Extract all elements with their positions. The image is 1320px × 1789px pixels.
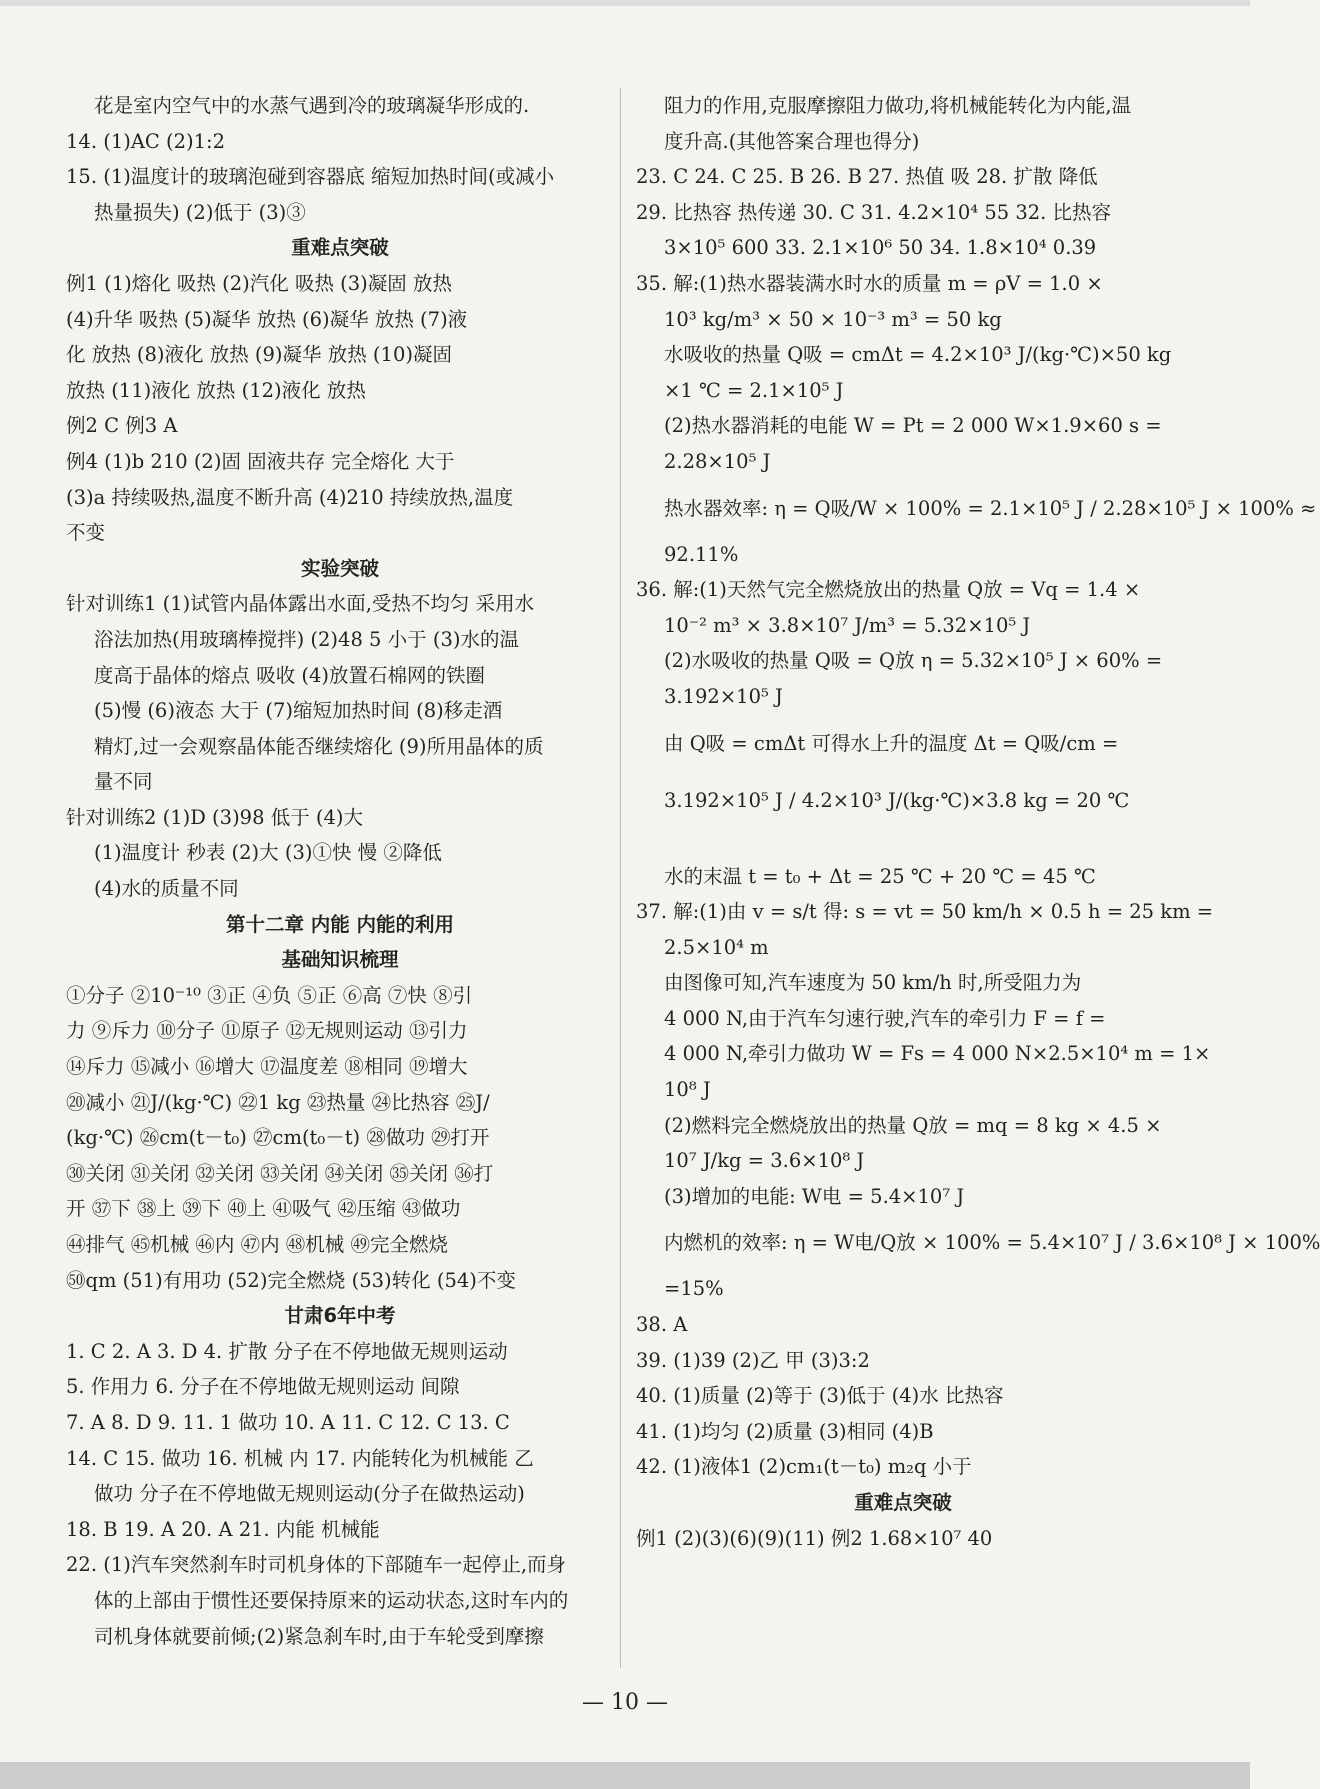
column-divider <box>620 88 621 1668</box>
text-line: 10⁸ J <box>664 1078 711 1102</box>
text-line: 4 000 N,牵引力做功 W = Fs = 4 000 N×2.5×10⁴ m = 1× <box>664 1042 1211 1066</box>
text-line: (1)温度计 秒表 (2)大 (3)①快 慢 ②降低 <box>94 841 442 865</box>
section-heading: 实验突破 <box>300 556 379 580</box>
page-number: — 10 — <box>582 1690 668 1715</box>
text-line: 5. 作用力 6. 分子在不停地做无规则运动 间隙 <box>66 1375 460 1399</box>
text-line: 度高于晶体的熔点 吸收 (4)放置石棉网的铁圈 <box>94 663 486 687</box>
text-line: 39. (1)39 (2)乙 甲 (3)3:2 <box>636 1348 870 1372</box>
text-line: 热水器效率: η = Q吸/W × 100% = 2.1×10⁵ J / 2.28×10⁵ J × 100% ≈ <box>664 496 1317 520</box>
section-heading: 第十二章 内能 内能的利用 <box>225 912 455 936</box>
text-line: 7. A 8. D 9. 11. 1 做功 10. A 11. C 12. C 13. C <box>66 1410 510 1434</box>
section-heading: 基础知识梳理 <box>281 948 399 972</box>
text-line: 由图像可知,汽车速度为 50 km/h 时,所受阻力为 <box>664 971 1082 995</box>
text-line: 14. (1)AC (2)1:2 <box>66 129 226 153</box>
right-column <box>636 88 1320 1556</box>
text-line: 18. B 19. A 20. A 21. 内能 机械能 <box>66 1517 380 1541</box>
text-line: (kg·℃) ㉖cm(t－t₀) ㉗cm(t₀－t) ㉘做功 ㉙打开 <box>66 1126 490 1150</box>
text-line: 36. 解:(1)天然气完全燃烧放出的热量 Q放 = Vq = 1.4 × <box>636 578 1141 602</box>
text-line: 14. C 15. 做功 16. 机械 内 17. 内能转化为机械能 乙 <box>66 1446 534 1470</box>
text-line: ㉚关闭 ㉛关闭 ㉜关闭 ㉝关闭 ㉞关闭 ㉟关闭 ㊱打 <box>66 1161 494 1185</box>
text-line: 例4 (1)b 210 (2)固 固液共存 完全熔化 大于 <box>66 449 455 473</box>
text-line: (2)热水器消耗的电能 W = Pt = 2 000 W×1.9×60 s = <box>664 414 1162 438</box>
text-line: =15% <box>664 1277 724 1301</box>
text-line: 例2 C 例3 A <box>66 414 178 438</box>
text-line: 司机身体就要前倾;(2)紧急刹车时,由于车轮受到摩擦 <box>94 1624 544 1648</box>
section-heading: 甘肃6年中考 <box>284 1304 396 1328</box>
text-line: 10⁷ J/kg = 3.6×10⁸ J <box>664 1149 865 1173</box>
text-line: (3)增加的电能: W电 = 5.4×10⁷ J <box>664 1184 965 1208</box>
text-line: 10³ kg/m³ × 50 × 10⁻³ m³ = 50 kg <box>664 307 1002 331</box>
text-line: 针对训练1 (1)试管内晶体露出水面,受热不均匀 采用水 <box>66 592 535 616</box>
text-line: 23. C 24. C 25. B 26. B 27. 热值 吸 28. 扩散 降低 <box>636 165 1098 189</box>
text-line: 2.5×10⁴ m <box>664 935 769 959</box>
text-line: (5)慢 (6)液态 大于 (7)缩短加热时间 (8)移走酒 <box>94 699 503 723</box>
text-line: 体的上部由于惯性还要保持原来的运动状态,这时车内的 <box>94 1588 569 1612</box>
text-line: 37. 解:(1)由 v = s/t 得: s = vt = 50 km/h × 0.5 h = 25 km = <box>636 900 1214 924</box>
text-line: 针对训练2 (1)D (3)98 低于 (4)大 <box>66 805 364 829</box>
text-line: 40. (1)质量 (2)等于 (3)低于 (4)水 比热容 <box>636 1384 1004 1408</box>
text-line: 放热 (11)液化 放热 (12)液化 放热 <box>66 378 366 402</box>
text-line: (4)水的质量不同 <box>94 877 239 901</box>
text-line: (3)a 持续吸热,温度不断升高 (4)210 持续放热,温度 <box>66 485 514 509</box>
text-line: 1. C 2. A 3. D 4. 扩散 分子在不停地做无规则运动 <box>66 1339 508 1363</box>
text-line: 4 000 N,由于汽车匀速行驶,汽车的牵引力 F = f = <box>664 1006 1106 1030</box>
text-line: ×1 ℃ = 2.1×10⁵ J <box>664 378 844 402</box>
text-line: 22. (1)汽车突然刹车时司机身体的下部随车一起停止,而身 <box>66 1553 567 1577</box>
text-line: 例1 (2)(3)(6)(9)(11) 例2 1.68×10⁷ 40 <box>636 1526 993 1550</box>
text-line: 3×10⁵ 600 33. 2.1×10⁶ 50 34. 1.8×10⁴ 0.39 <box>664 236 1097 260</box>
text-line: 42. (1)液体1 (2)cm₁(t－t₀) m₂q 小于 <box>636 1455 972 1479</box>
text-line: 内燃机的效率: η = W电/Q放 × 100% = 5.4×10⁷ J / 3.6×10⁸ J × 100% <box>664 1231 1320 1255</box>
text-line: 由 Q吸 = cmΔt 可得水上升的温度 Δt = Q吸/cm = <box>664 731 1119 755</box>
text-line: 2.28×10⁵ J <box>664 449 771 473</box>
text-line: (4)升华 吸热 (5)凝华 放热 (6)凝华 放热 (7)液 <box>66 307 468 331</box>
text-line: ⑳减小 ㉑J/(kg·℃) ㉒1 kg ㉓热量 ㉔比热容 ㉕J/ <box>66 1090 490 1114</box>
text-line: ⑭斥力 ⑮减小 ⑯增大 ⑰温度差 ⑱相同 ⑲增大 <box>66 1055 468 1079</box>
text-line: 38. A <box>636 1313 688 1337</box>
text-line: 3.192×10⁵ J / 4.2×10³ J/(kg·℃)×3.8 kg = 20 ℃ <box>664 788 1130 812</box>
text-line: 精灯,过一会观察晶体能否继续熔化 (9)所用晶体的质 <box>94 734 544 758</box>
text-line: ㊿qm (51)有用功 (52)完全燃烧 (53)转化 (54)不变 <box>66 1268 516 1292</box>
text-line: 热量损失) (2)低于 (3)③ <box>94 200 306 224</box>
text-line: 35. 解:(1)热水器装满水时水的质量 m = ρV = 1.0 × <box>636 271 1103 295</box>
text-line: 开 ㊲下 ㊳上 ㊴下 ㊵上 ㊶吸气 ㊷压缩 ㊸做功 <box>66 1197 461 1221</box>
text-line: 15. (1)温度计的玻璃泡碰到容器底 缩短加热时间(或减小 <box>66 165 555 189</box>
left-column <box>66 88 614 1654</box>
text-line: 浴法加热(用玻璃棒搅拌) (2)48 5 小于 (3)水的温 <box>94 627 519 651</box>
text-line: 不变 <box>66 521 106 545</box>
text-line: 92.11% <box>664 542 739 566</box>
text-line: ㊹排气 ㊺机械 ㊻内 ㊼内 ㊽机械 ㊾完全燃烧 <box>66 1233 448 1256</box>
text-line: 水的末温 t = t₀ + Δt = 25 ℃ + 20 ℃ = 45 ℃ <box>664 864 1096 888</box>
text-line: 做功 分子在不停地做无规则运动(分子在做热运动) <box>94 1482 525 1506</box>
text-line: ①分子 ②10⁻¹⁰ ③正 ④负 ⑤正 ⑥高 ⑦快 ⑧引 <box>66 983 473 1007</box>
page-bottom-edge <box>0 1762 1250 1789</box>
text-line: 例1 (1)熔化 吸热 (2)汽化 吸热 (3)凝固 放热 <box>66 271 452 295</box>
text-line: 花是室内空气中的水蒸气遇到冷的玻璃凝华形成的. <box>94 94 530 117</box>
text-line: 度升高.(其他答案合理也得分) <box>664 129 920 153</box>
text-line: 量不同 <box>94 770 153 794</box>
text-line: 水吸收的热量 Q吸 = cmΔt = 4.2×10³ J/(kg·℃)×50 kg <box>664 343 1172 367</box>
text-line: (2)燃料完全燃烧放出的热量 Q放 = mq = 8 kg × 4.5 × <box>664 1113 1162 1137</box>
text-line: 化 放热 (8)液化 放热 (9)凝华 放热 (10)凝固 <box>66 343 452 367</box>
section-heading: 重难点突破 <box>291 236 389 260</box>
text-line: 3.192×10⁵ J <box>664 684 783 708</box>
text-line: (2)水吸收的热量 Q吸 = Q放 η = 5.32×10⁵ J × 60% = <box>664 649 1163 673</box>
text-line: 41. (1)均匀 (2)质量 (3)相同 (4)B <box>636 1419 934 1443</box>
text-line: 阻力的作用,克服摩擦阻力做功,将机械能转化为内能,温 <box>664 94 1132 117</box>
text-line <box>636 829 1170 859</box>
text-line: 29. 比热容 热传递 30. C 31. 4.2×10⁴ 55 32. 比热容 <box>636 200 1112 224</box>
page-top-edge <box>0 0 1250 6</box>
text-line: 10⁻² m³ × 3.8×10⁷ J/m³ = 5.32×10⁵ J <box>664 613 1031 637</box>
text-line: 力 ⑨斥力 ⑩分子 ⑪原子 ⑫无规则运动 ⑬引力 <box>66 1019 468 1043</box>
section-heading: 重难点突破 <box>854 1491 952 1514</box>
